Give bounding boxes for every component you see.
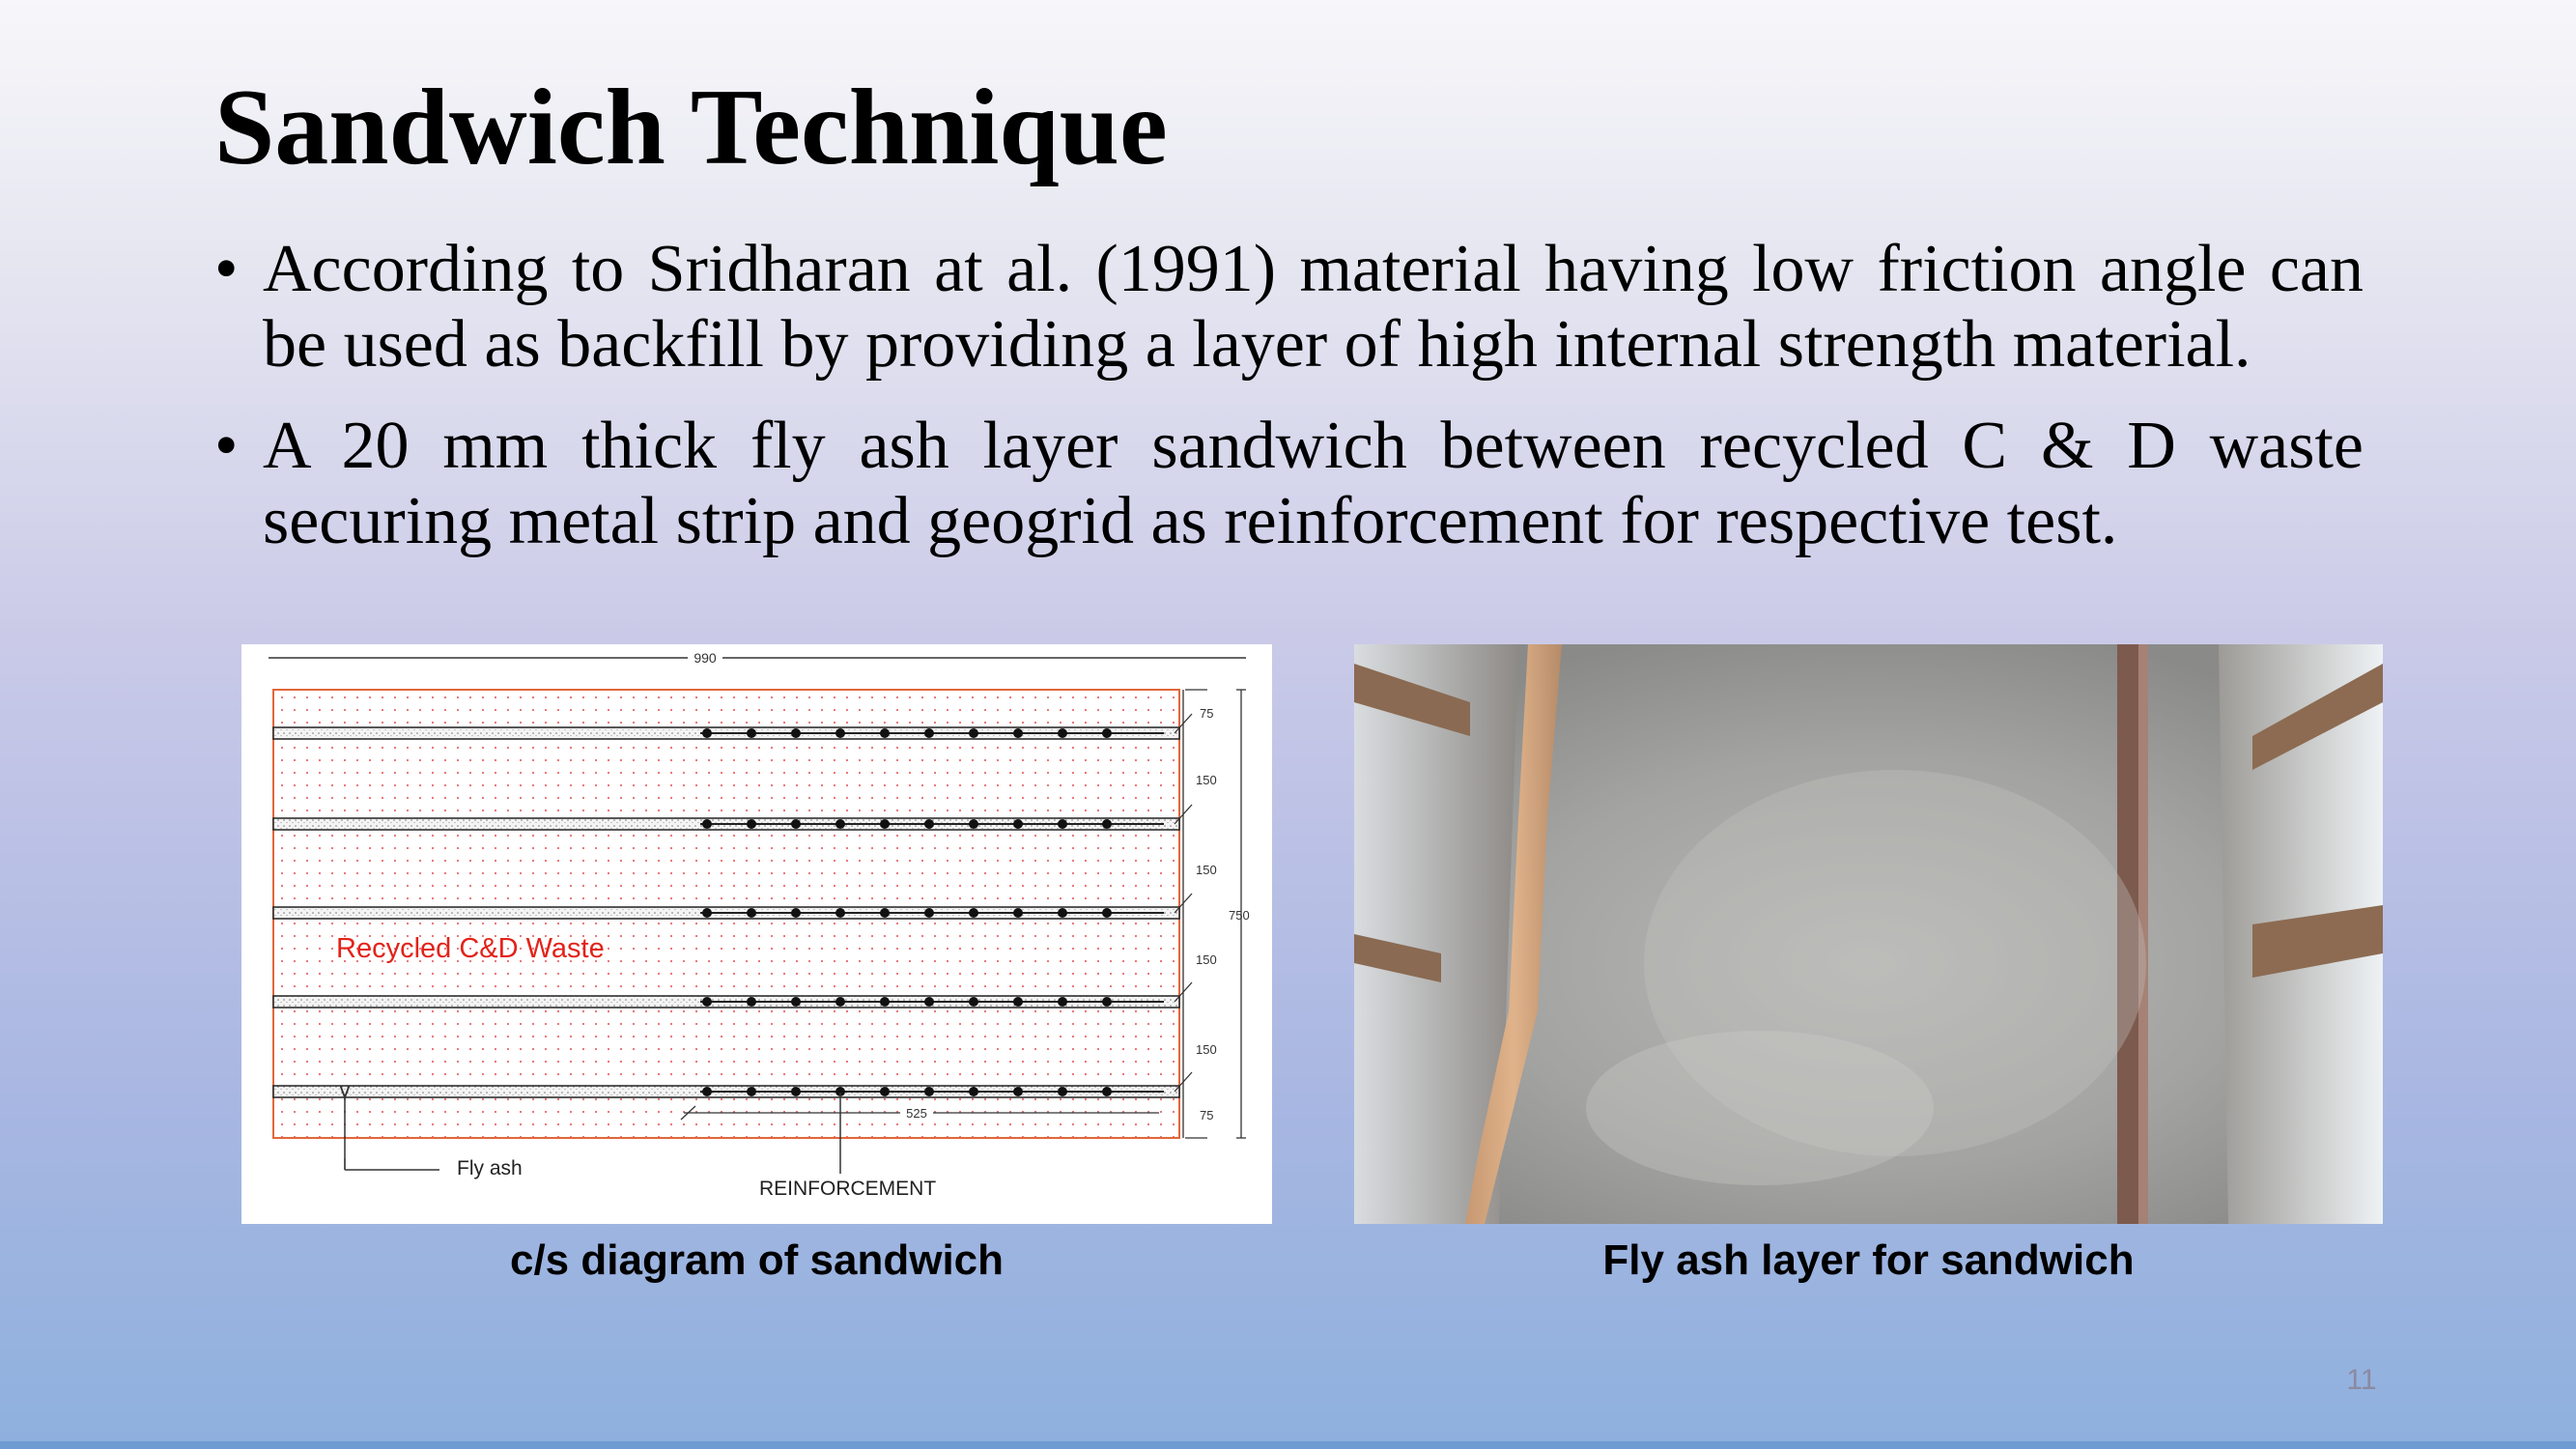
- bullet-text: According to Sridharan at al. (1991) material having low friction angle can be used as backfill by providing a layer of high internal strength material.: [263, 232, 2364, 382]
- reinforcement-node: [1058, 819, 1067, 829]
- page-number: 11: [2346, 1364, 2377, 1396]
- reinforcement-node: [702, 728, 712, 738]
- reinforcement-node: [1102, 819, 1112, 829]
- reinforcement-node: [969, 997, 978, 1007]
- sandwich-cross-section-diagram: [241, 644, 1272, 1224]
- flyash-layer-photo: [1354, 644, 2383, 1224]
- reinforcement-node: [969, 819, 978, 829]
- photo-svg: [1354, 644, 2383, 1224]
- reinforcement-node: [791, 1087, 801, 1096]
- reinforcement-node: [1013, 728, 1023, 738]
- reinforcement-node: [702, 908, 712, 918]
- photo-caption: Fly ash layer for sandwich: [1602, 1236, 2135, 1284]
- reinforcement-node: [924, 819, 934, 829]
- reinforcement-node: [1058, 728, 1067, 738]
- reinforcement-label: REINFORCEMENT: [759, 1178, 937, 1200]
- reinforcement-node: [880, 908, 890, 918]
- reinforcement-node: [880, 819, 890, 829]
- reinforcement-node: [1058, 1087, 1067, 1096]
- reinforcement-node: [791, 819, 801, 829]
- material-label: Recycled C&D Waste: [336, 933, 605, 964]
- reinforcement-node: [791, 728, 801, 738]
- reinforcement-node: [835, 728, 845, 738]
- dimension-layer-label: 150: [1196, 952, 1217, 967]
- dimension-layer-label: 150: [1196, 1042, 1217, 1057]
- reinforcement-node: [747, 997, 756, 1007]
- reinforcement-node: [1013, 908, 1023, 918]
- reinforcement-node: [1013, 997, 1023, 1007]
- dimension-layer-label: 75: [1200, 1108, 1214, 1122]
- bullet-item: [214, 232, 2364, 383]
- bottom-bar: [0, 1441, 2576, 1449]
- flyash-label: Fly ash: [457, 1157, 523, 1179]
- reinforcement-node: [835, 908, 845, 918]
- reinforcement-node: [924, 728, 934, 738]
- reinforcement-node: [747, 1087, 756, 1096]
- dimension-top-label: 990: [694, 650, 717, 666]
- dimension-total-label: 750: [1229, 908, 1250, 923]
- dimension-layer-label: 150: [1196, 773, 1217, 787]
- bullet-text: A 20 mm thick fly ash layer sandwich between recycled C & D waste securing metal strip and geogrid as reinforcement for respective test.: [263, 409, 2364, 558]
- reinforcement-node: [880, 728, 890, 738]
- reinforcement-node: [835, 819, 845, 829]
- reinforcement-node: [1102, 908, 1112, 918]
- reinforcement-node: [835, 997, 845, 1007]
- reinforcement-node: [969, 1087, 978, 1096]
- reinforcement-node: [747, 908, 756, 918]
- bullet-list: [214, 232, 2364, 585]
- reinforcement-node: [702, 1087, 712, 1096]
- slide-title: Sandwich Technique: [214, 68, 1168, 187]
- dimension-layer-label: 150: [1196, 863, 1217, 877]
- reinforcement-node: [747, 728, 756, 738]
- reinforcement-node: [747, 819, 756, 829]
- reinforcement-node: [702, 997, 712, 1007]
- reinforcement-node: [1058, 908, 1067, 918]
- bullet-icon: •: [214, 232, 239, 306]
- reinforcement-node: [1058, 997, 1067, 1007]
- dimension-layer-label: 75: [1200, 706, 1214, 721]
- reinforcement-node: [924, 908, 934, 918]
- reinforcement-node: [924, 1087, 934, 1096]
- reinforcement-node: [1102, 997, 1112, 1007]
- reinforcement-node: [924, 997, 934, 1007]
- reinforcement-node: [1013, 819, 1023, 829]
- reinforcement-node: [969, 728, 978, 738]
- reinforcement-node: [880, 997, 890, 1007]
- diagram-svg: [241, 644, 1272, 1224]
- bullet-item: [214, 409, 2364, 559]
- diagram-caption: c/s diagram of sandwich: [509, 1236, 1005, 1284]
- reinforcement-node: [791, 997, 801, 1007]
- reinforcement-node: [702, 819, 712, 829]
- reinforcement-node: [1102, 728, 1112, 738]
- dimension-bottom-label: 525: [906, 1106, 927, 1121]
- reinforcement-node: [880, 1087, 890, 1096]
- reinforcement-node: [1102, 1087, 1112, 1096]
- bullet-icon: •: [214, 409, 239, 483]
- reinforcement-node: [969, 908, 978, 918]
- reinforcement-node: [791, 908, 801, 918]
- reinforcement-node: [1013, 1087, 1023, 1096]
